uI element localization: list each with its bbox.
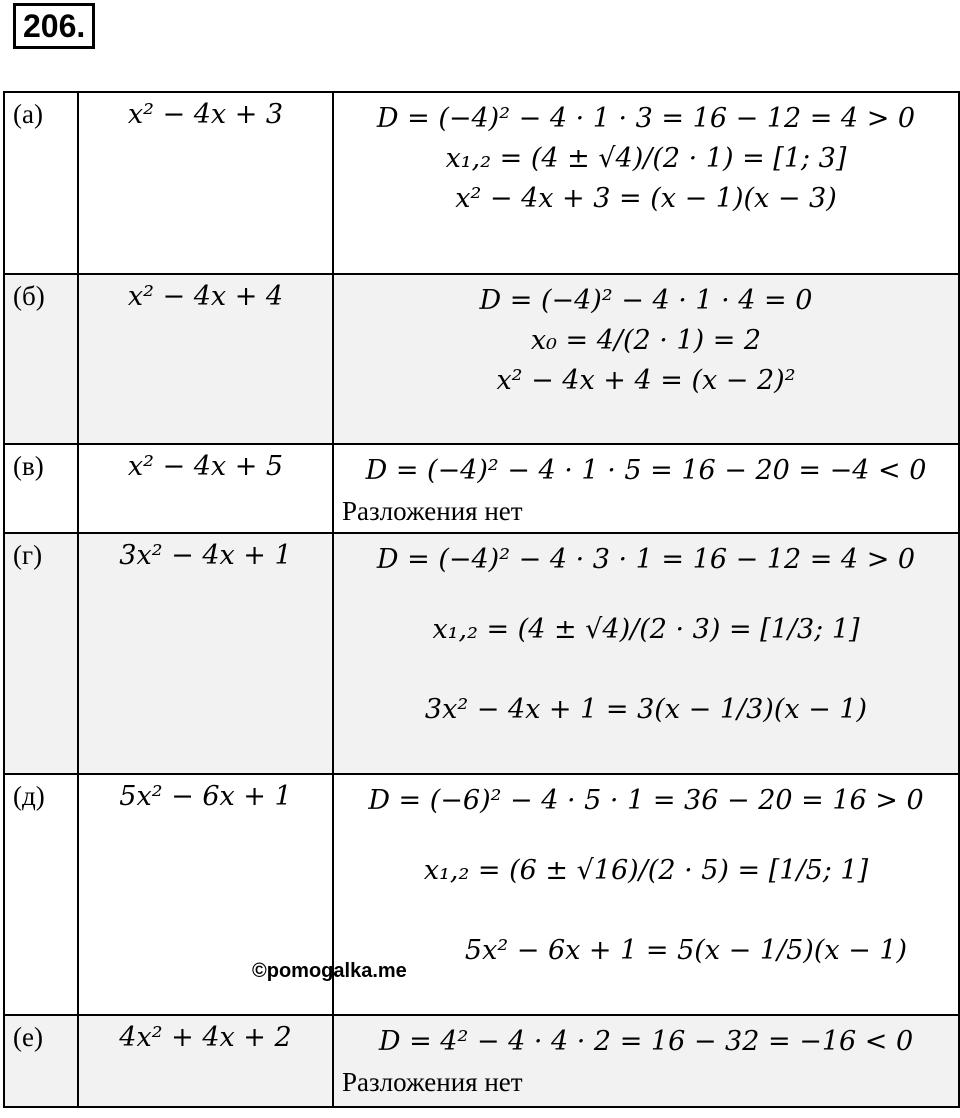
row-label: (е): [13, 1022, 43, 1052]
factorization: x² − 4x + 4 = (x − 2)²: [496, 365, 796, 396]
no-factorization-note: Разложения нет: [342, 496, 523, 526]
polynomial: 3x² − 4x + 1: [119, 540, 292, 571]
no-factorization-note: Разложения нет: [342, 1067, 523, 1097]
row-label: (а): [13, 99, 43, 129]
row-label: (б): [13, 281, 45, 311]
discriminant: D = (−4)² − 4 · 1 · 4 = 0: [479, 285, 813, 316]
polynomial: 5x² − 6x + 1: [119, 781, 292, 812]
table-row: [4, 533, 959, 774]
table-row: [4, 92, 959, 274]
table-row: [4, 774, 959, 1015]
discriminant: D = 4² − 4 · 4 · 2 = 16 − 32 = −16 < 0: [378, 1026, 914, 1057]
factorization: 5x² − 6x + 1 = 5(x − 1/5)(x − 1): [464, 935, 908, 966]
factorization: x² − 4x + 3 = (x − 1)(x − 3): [455, 183, 837, 214]
roots: x₁,₂ = (4 ± √4)/(2 · 1) = [1; 3]: [445, 143, 847, 174]
row-label: (д): [13, 781, 45, 811]
roots: x₁,₂ = (6 ± √16)/(2 · 5) = [1/5; 1]: [423, 855, 869, 886]
row-label: (в): [13, 451, 44, 481]
table-row: [4, 1015, 959, 1107]
discriminant: D = (−6)² − 4 · 5 · 1 = 36 − 20 = 16 > 0: [368, 785, 924, 816]
polynomial: x² − 4x + 3: [127, 99, 284, 130]
factorization: 3x² − 4x + 1 = 3(x − 1/3)(x − 1): [424, 694, 868, 725]
roots: x₀ = 4/(2 · 1) = 2: [530, 325, 762, 356]
polynomial: x² − 4x + 5: [127, 451, 284, 482]
discriminant: D = (−4)² − 4 · 1 · 3 = 16 − 12 = 4 > 0: [376, 103, 916, 134]
watermark: ©pomogalka.me: [252, 960, 407, 982]
polynomial: x² − 4x + 4: [127, 281, 284, 312]
row-label: (г): [13, 540, 43, 570]
roots: x₁,₂ = (4 ± √4)/(2 · 3) = [1/3; 1]: [432, 614, 860, 645]
discriminant: D = (−4)² − 4 · 1 · 5 = 16 − 20 = −4 < 0: [365, 455, 927, 486]
problem-number: 206.: [13, 3, 95, 49]
discriminant: D = (−4)² − 4 · 3 · 1 = 16 − 12 = 4 > 0: [376, 544, 916, 575]
polynomial: 4x² + 4x + 2: [119, 1022, 292, 1053]
solution-table: [3, 91, 960, 1108]
table-row: [4, 274, 959, 444]
table-row: [4, 444, 959, 533]
